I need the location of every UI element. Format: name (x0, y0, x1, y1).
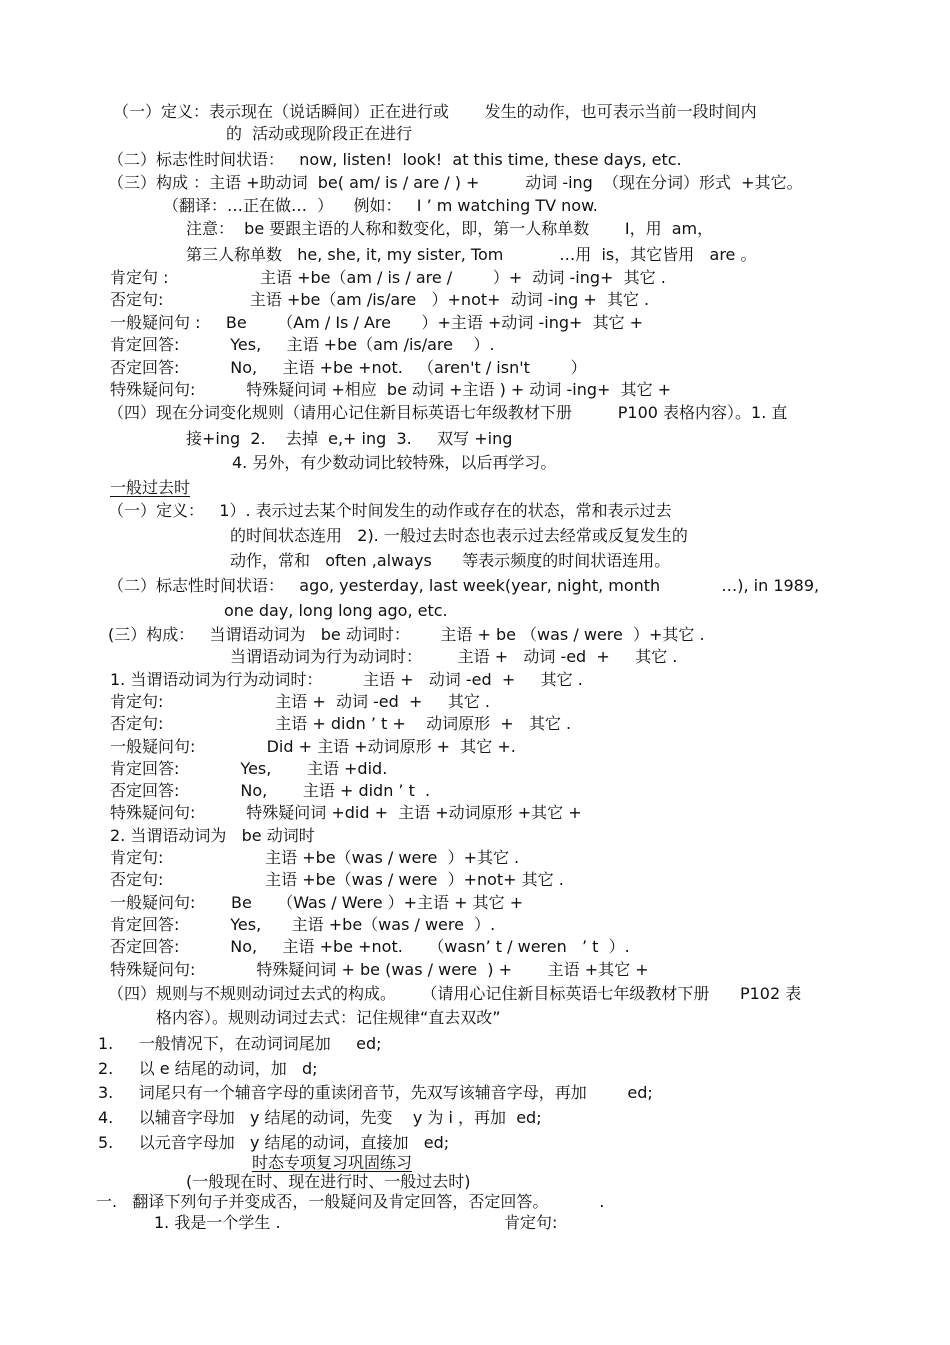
text-line: （二）标志性时间状语： ago, yesterday, last week(year, night, month …), in 1989, (108, 576, 820, 595)
list-item: 4. 以辅音字母加 y 结尾的动词，先变 y 为 i ，再加 ed; (98, 1108, 542, 1127)
text-line: 否定句: 主语 +be（was / were ）+not+ 其它 . (110, 870, 564, 889)
text-line: （三）构成 ：主语 +助动词 be( am/ is / are / ) + 动词 -ing （现在分词）形式 +其它。 (108, 173, 803, 192)
list-item: 1. 一般情况下，在动词词尾加 ed; (98, 1034, 382, 1053)
text-line: 的 活动或现阶段正在进行 (226, 124, 413, 143)
text-line: 肯定回答: Yes, 主语 +be（am /is/are ）. (110, 335, 495, 354)
text-line: 格内容）。规则动词过去式：记住规律“直去双改” (156, 1008, 501, 1027)
list-item: 2. 以 e 结尾的动词，加 d; (98, 1059, 318, 1078)
list-item: 5. 以元音字母加 y 结尾的动词，直接加 ed; (98, 1133, 450, 1152)
text-line: 特殊疑问句: 特殊疑问词 + be (was / were ) + 主语 +其它 + (110, 960, 649, 979)
text-line: 肯定句 : 主语 +be（am / is / are / ）+ 动词 -ing+ 其它 . (110, 268, 666, 287)
section-heading: 一般过去时 (110, 478, 191, 497)
text-line: 否定回答: No, 主语 + didn ’ t . (110, 781, 431, 800)
text-line: 注意： be 要跟主语的人称和数变化，即，第一人称单数 I，用 am， (186, 219, 714, 238)
text-line: one day, long long ago, etc. (224, 601, 448, 620)
text-line: 当谓语动词为行为动词时： 主语 + 动词 -ed + 其它 . (230, 647, 678, 666)
text-line: 一. 翻译下列句子并变成否，一般疑问及肯定回答，否定回答。 . (96, 1192, 605, 1211)
text-line: 一般疑问句 : Be （Am / Is / Are ）+主语 +动词 -ing+ 其它 + (110, 313, 644, 332)
text-line: 否定回答: No, 主语 +be +not. （wasn’ t / weren ’ t ）. (110, 937, 630, 956)
text-line: 接+ing 2. 去掉 e,+ ing 3. 双写 +ing (186, 429, 513, 448)
text-line: （翻译：…正在做… ） 例如： I ’ m watching TV now. (163, 196, 598, 215)
text-line: 2. 当谓语动词为 be 动词时 (110, 826, 315, 845)
text-line: （一）定义：表示现在（说话瞬间）正在进行或 发生的动作，也可表示当前一段时间内 (113, 102, 757, 121)
text-line: 1. 当谓语动词为行为动词时： 主语 + 动词 -ed + 其它 . (110, 670, 583, 689)
text-line: 4. 另外，有少数动词比较特殊，以后再学习。 (232, 453, 557, 472)
text-line: 一般疑问句: Did + 主语 +动词原形 + 其它 +. (110, 737, 516, 756)
text-line: 否定句: 主语 + didn ’ t + 动词原形 + 其它 . (110, 714, 572, 733)
text-line: 第三人称单数 he, she, it, my sister, Tom …用 is，其它皆用 are 。 (186, 245, 757, 264)
text-line: 动作，常和 often ,always 等表示频度的时间状语连用。 (230, 551, 671, 570)
text-line: 肯定句: (504, 1213, 558, 1232)
text-line: （四）现在分词变化规则（请用心记住新目标英语七年级教材下册 P100 表格内容）。1. 直 (108, 403, 788, 422)
text-line: 特殊疑问句: 特殊疑问词 +did + 主语 +动词原形 +其它 + (110, 803, 582, 822)
text-line: 否定回答: No, 主语 +be +not. （aren't / isn't ） (110, 358, 587, 377)
text-line: 一般疑问句: Be （Was / Were ）+主语 + 其它 + (110, 893, 524, 912)
text-line: 肯定回答: Yes, 主语 +did. (110, 759, 388, 778)
text-line: (一般现在时、现在进行时、一般过去时) (186, 1172, 471, 1191)
text-line: （四）规则与不规则动词过去式的构成。 （请用心记住新目标英语七年级教材下册 P102 表 (108, 984, 802, 1003)
text-line: 肯定回答: Yes, 主语 +be（was / were ）. (110, 915, 496, 934)
text-line: 否定句: 主语 +be（am /is/are ）+not+ 动词 -ing + 其它 . (110, 290, 650, 309)
text-line: 特殊疑问句: 特殊疑问词 +相应 be 动词 +主语 ) + 动词 -ing+ 其它 + (110, 380, 672, 399)
text-line: 的时间状态连用 2). 一般过去时态也表示过去经常或反复发生的 (230, 526, 688, 545)
text-line: （二）标志性时间状语： now, listen! look! at this time, these days, etc. (108, 150, 682, 169)
text-line: 肯定句: 主语 + 动词 -ed + 其它 . (110, 692, 490, 711)
section-heading: 时态专项复习巩固练习 (252, 1153, 413, 1172)
text-line: 肯定句: 主语 +be（was / were ）+其它 . (110, 848, 520, 867)
text-line: 1. 我是一个学生 . (154, 1213, 281, 1232)
list-item: 3. 词尾只有一个辅音字母的重读闭音节，先双写该辅音字母，再加 ed; (98, 1083, 653, 1102)
text-line: （一）定义： 1）. 表示过去某个时间发生的动作或存在的状态，常和表示过去 (108, 501, 672, 520)
text-line: (三）构成： 当谓语动词为 be 动词时： 主语 + be （was / were ）+其它 . (108, 625, 705, 644)
